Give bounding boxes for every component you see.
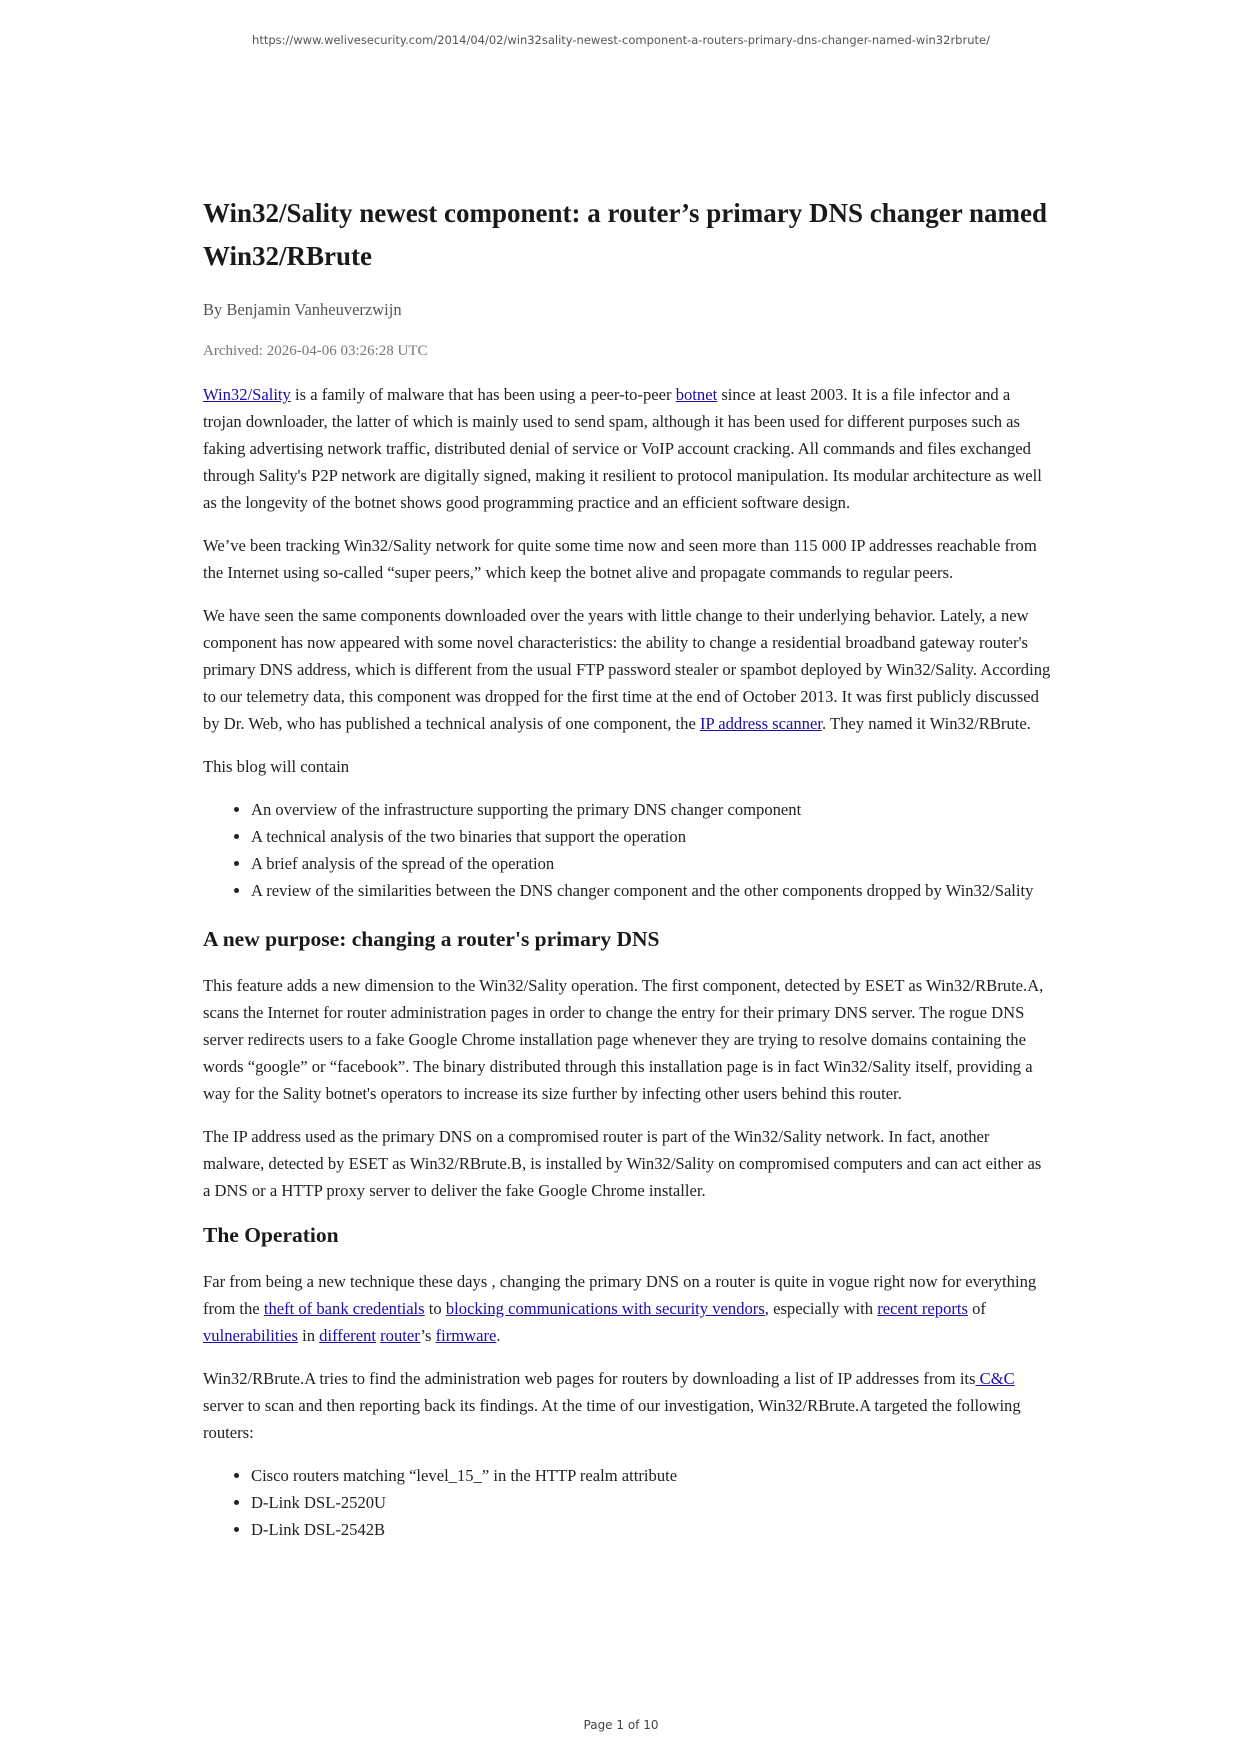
router-list bbox=[203, 1462, 1051, 1543]
link-blocking-communications[interactable]: blocking communications with security vendors bbox=[445, 1299, 765, 1318]
paragraph: This feature adds a new dimension to the Win32/Sality operation. The first component, detected by ESET as Win32/RBrute.A, scans the Internet for router administration pages in order to change the entry for their primary DNS server. The rogue DNS server redirects users to a fake Google Chrome installation page whenever they are trying to resolve domains containing the words “google” or “facebook”. The binary distributed through this installation page is in fact Win32/Sality itself, providing a way for the Sality botnet's operators to increase its size further by infecting other users behind this router. bbox=[203, 976, 1044, 1103]
list-item: • D-Link DSL-2520U bbox=[251, 1489, 1051, 1516]
link-router[interactable]: router bbox=[380, 1326, 421, 1345]
list-item: • A brief analysis of the spread of the operation bbox=[251, 850, 1051, 877]
article-content bbox=[203, 192, 1051, 1563]
link-recent-reports[interactable]: recent reports bbox=[877, 1299, 968, 1318]
list-item: • A review of the similarities between the DNS changer component and the other components dropped by Win32/Sality bbox=[251, 877, 1051, 904]
paragraph: This blog will contain bbox=[203, 757, 350, 776]
link-win32-sality[interactable]: Win32/Sality bbox=[203, 385, 291, 404]
paragraph: We’ve been tracking Win32/Sality network for quite some time now and seen more than 115 000 IP addresses reachable from the Internet using so-called “super peers,” which keep the botnet alive and propagate commands to regular peers. bbox=[203, 536, 1037, 582]
link-theft-of-bank-credentials[interactable]: theft of bank credentials bbox=[263, 1299, 425, 1318]
archived-timestamp: Archived: 2026-04-06 03:26:28 UTC bbox=[203, 343, 428, 359]
link-c-and-c[interactable]: C&C bbox=[975, 1369, 1015, 1388]
page-number: Page 1 of 10 bbox=[583, 1718, 659, 1732]
paragraph: Win32/RBrute.A tries to find the administration web pages for routers by downloading a list of IP addresses from its C&C server to scan and then reporting back its findings. At the time of our investigation, Win32/RBrute.A targeted the following routers: bbox=[203, 1369, 1021, 1442]
paragraph: Win32/Sality is a family of malware that has been using a peer-to-peer botnet since at least 2003. It is a file infector and a trojan downloader, the latter of which is mainly used to send spam, although it has been used for different purposes such as faking advertising network traffic, distributed denial of service or VoIP account cracking. All commands and files exchanged through Sality's P2P network are digitally signed, making it resilient to protocol manipulation. Its modular architecture as well as the longevity of the botnet shows good programming practice and an efficient software design. bbox=[203, 385, 1042, 512]
list-item: • An overview of the infrastructure supporting the primary DNS changer component bbox=[251, 796, 1051, 823]
byline: By Benjamin Vanheuverzwijn bbox=[203, 300, 402, 319]
paragraph: Far from being a new technique these days , changing the primary DNS on a router is quite in vogue right now for everything from the theft of bank credentials to blocking communications with security vendors, especially with recent reports of vulnerabilities in different router’s firmware. bbox=[203, 1272, 1037, 1345]
list-item: • A technical analysis of the two binaries that support the operation bbox=[251, 823, 1051, 850]
list-item: • Cisco routers matching “level_15_” in the HTTP realm attribute bbox=[251, 1462, 1051, 1489]
link-botnet[interactable]: botnet bbox=[675, 385, 718, 404]
section-heading: A new purpose: changing a router's primary DNS bbox=[203, 927, 660, 951]
contents-list bbox=[203, 796, 1051, 904]
paragraph: The IP address used as the primary DNS on a compromised router is part of the Win32/Sality network. In fact, another malware, detected by ESET as Win32/RBrute.B, is installed by Win32/Sality on compromised computers and can act either as a DNS or a HTTP proxy server to deliver the fake Google Chrome installer. bbox=[203, 1127, 1042, 1200]
article-title: Win32/Sality newest component: a router’s primary DNS changer named Win32/RBrute bbox=[203, 198, 1047, 271]
link-vulnerabilities[interactable]: vulnerabilities bbox=[203, 1326, 298, 1345]
link-different[interactable]: different bbox=[319, 1326, 376, 1345]
link-firmware[interactable]: firmware bbox=[435, 1326, 497, 1345]
page-url: https://www.welivesecurity.com/2014/04/02/win32sality-newest-component-a-routers-primary-dns-changer-named-win32rbrute/ bbox=[252, 33, 990, 47]
section-heading: The Operation bbox=[203, 1223, 339, 1247]
paragraph: We have seen the same components downloaded over the years with little change to their underlying behavior. Lately, a new component has now appeared with some novel characteristics: the ability to change a residential broadband gateway router's primary DNS address, which is different from the usual FTP password stealer or spambot deployed by Win32/Sality. According to our telemetry data, this component was dropped for the first time at the end of October 2013. It was first publicly discussed by Dr. Web, who has published a technical analysis of one component, the IP address scanner. They named it Win32/RBrute. bbox=[203, 606, 1051, 733]
link-ip-address-scanner[interactable]: IP address scanner bbox=[699, 714, 822, 733]
list-item: • D-Link DSL-2542B bbox=[251, 1516, 1051, 1543]
